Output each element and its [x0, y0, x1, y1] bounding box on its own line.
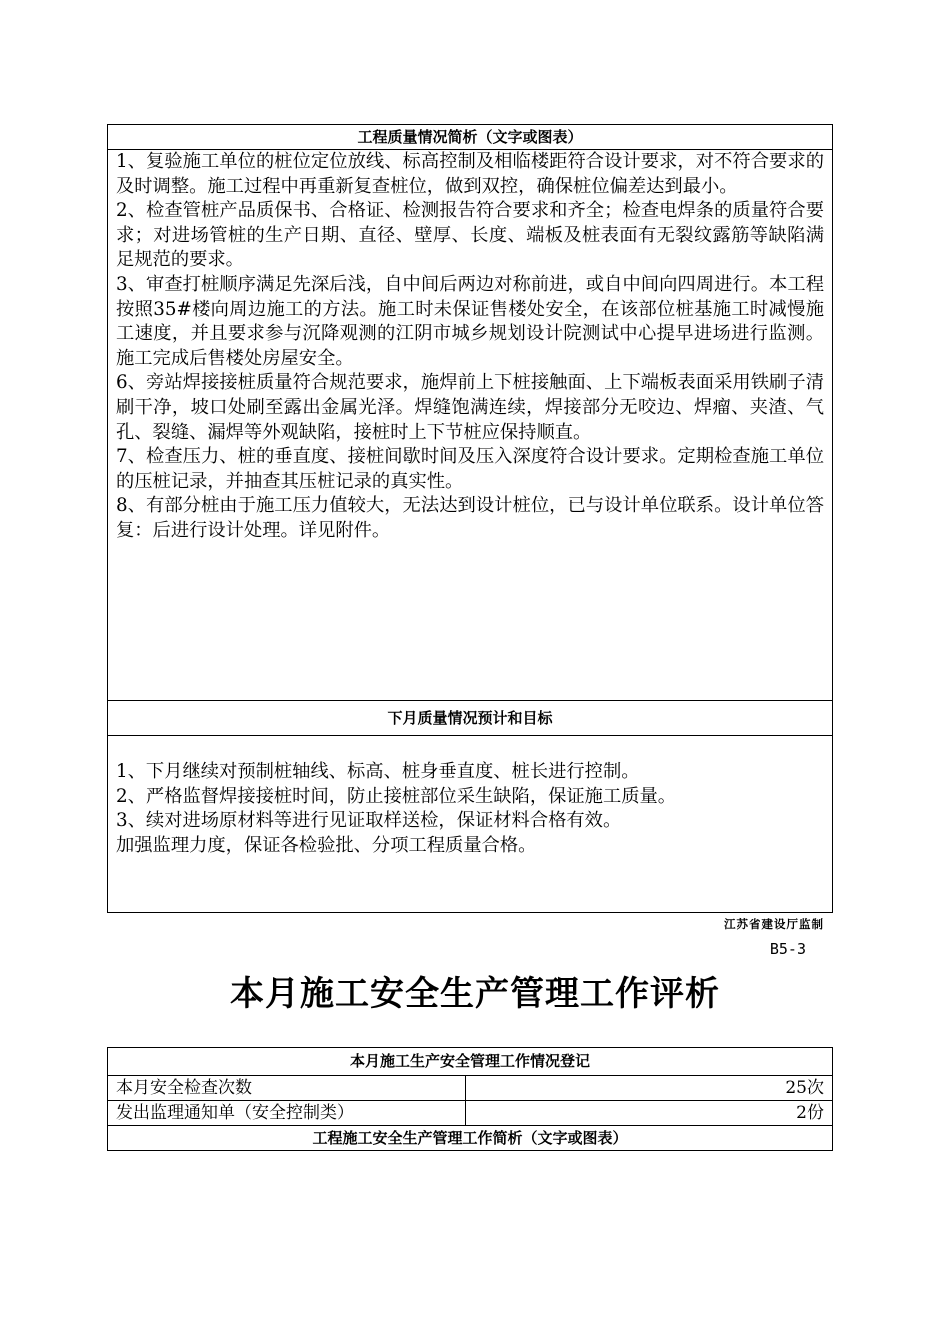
next-month-body	[108, 736, 832, 858]
quality-paragraph: 2、检查管桩产品质保书、合格证、检测报告符合要求和齐全；检查电焊条的质量符合要求；对进场管桩的生产日期、直径、壁厚、长度、端板及桩表面有无裂纹露筋等缺陷满足规范的要求。	[116, 200, 824, 271]
safety-analysis-heading: 工程施工安全生产管理工作简析（文字或图表）	[312, 1129, 628, 1147]
next-month-paragraph: 2、严格监督焊接接桩时间，防止接桩部位采生缺陷，保证施工质量。	[116, 785, 677, 807]
quality-report-table	[107, 124, 833, 913]
quality-paragraph: 6、旁站焊接接桩质量符合规范要求，施焊前上下桩接触面、上下端板表面采用铁刷子清刷干净，坡口处刷至露出金属光泽。焊缝饱满连续，焊接部分无咬边、焊瘤、夹渣、气孔、裂缝、漏焊等外观缺陷，接桩时上下节桩应保持顺直。	[116, 372, 824, 443]
safety-registration-table	[107, 1047, 833, 1151]
next-month-paragraph: 1、下月继续对预制桩轴线、标高、桩身垂直度、桩长进行控制。	[116, 761, 640, 782]
table-row	[108, 1101, 832, 1126]
quality-section-body	[108, 150, 832, 700]
row-value: 25次	[785, 1078, 824, 1098]
table-row	[108, 1076, 832, 1101]
quality-paragraph: 7、检查压力、桩的垂直度、接桩间歇时间及压入深度符合设计要求。定期检查施工单位的压桩记录，并抽查其压桩记录的真实性。	[116, 446, 824, 492]
row-label: 发出监理通知单（安全控制类）	[108, 1101, 466, 1125]
next-month-heading: 下月质量情况预计和目标	[108, 700, 832, 736]
quality-section-heading: 工程质量情况简析（文字或图表）	[108, 125, 832, 150]
supervisor-note: 江苏省建设厅监制	[724, 917, 824, 931]
quality-paragraph: 8、有部分桩由于施工压力值较大，无法达到设计桩位，已与设计单位联系。设计单位答复：后进行设计处理。详见附件。	[116, 495, 824, 541]
page-title: 本月施工安全生产管理工作评析	[230, 974, 720, 1014]
row-label: 本月安全检查次数	[108, 1076, 466, 1100]
row-value: 2份	[796, 1103, 824, 1123]
next-month-paragraph: 3、续对进场原材料等进行见证取样送检，保证材料合格有效。	[116, 810, 622, 832]
quality-paragraph: 3、审查打桩顺序满足先深后浅，自中间后两边对称前进，或自中间向四周进行。本工程按照35#楼向周边施工的方法。施工时未保证售楼处安全，在该部位桩基施工时减慢施工速度，并且要求参与沉降观测的江阴市城乡规划设计院测试中心提早进场进行监测。施工完成后售楼处房屋安全。	[116, 273, 824, 369]
next-month-paragraph: 加强监理力度，保证各检验批、分项工程质量合格。	[116, 834, 537, 856]
safety-table-heading: 本月施工生产安全管理工作情况登记	[108, 1048, 832, 1076]
form-number: B5-3	[769, 940, 806, 958]
quality-paragraph: 1、复验施工单位的桩位定位放线、标高控制及相临楼距符合设计要求，对不符合要求的及时调整。施工过程中再重新复查桩位，做到双控，确保桩位偏差达到最小。	[116, 151, 824, 197]
